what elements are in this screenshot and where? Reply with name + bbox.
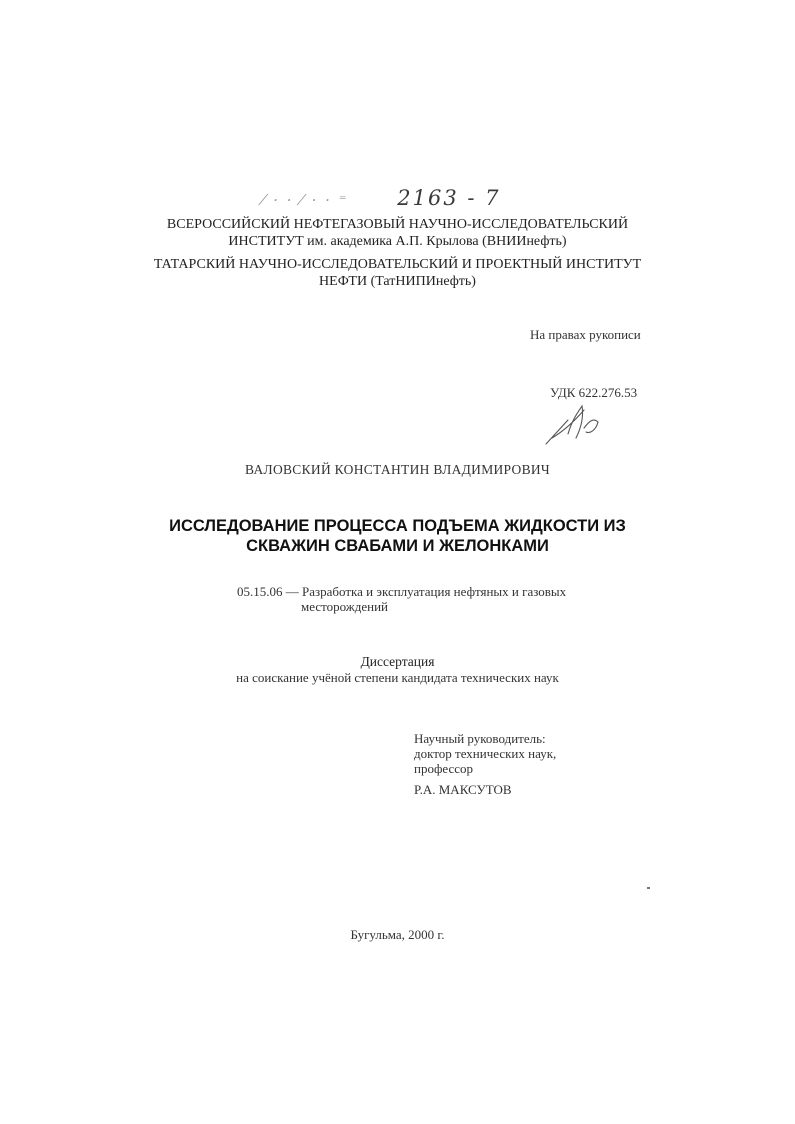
dissertation-title (0, 516, 795, 556)
city-year: Бугульма, 2000 г. (350, 927, 445, 942)
scientific-advisor (414, 731, 556, 776)
title-line: ИССЛЕДОВАНИЕ ПРОЦЕССА ПОДЪЕМА ЖИДКОСТИ ИЗ (169, 517, 626, 535)
archive-number: 2163 - 7 (397, 186, 501, 210)
organization-line: ВСЕРОССИЙСКИЙ НЕФТЕГАЗОВЫЙ НАУЧНО-ИССЛЕДОВАТЕЛЬСКИЙ (166, 217, 629, 232)
faint-scribble: ⁄ · · ⁄ · · ⁼ (262, 191, 349, 209)
specialty-line: 05.15.06 — Разработка и эксплуатация нефтяных и газовых (237, 584, 567, 599)
manuscript-rights: На правах рукописи (530, 327, 641, 342)
advisor-degree: доктор технических наук, (414, 746, 557, 761)
advisor-role: Научный руководитель: (414, 731, 546, 746)
organization-line: ТАТАРСКИЙ НАУЧНО-ИССЛЕДОВАТЕЛЬСКИЙ И ПРОЕКТНЫЙ ИНСТИТУТ (153, 257, 642, 272)
scan-speck (647, 887, 650, 889)
specialty-code (237, 584, 566, 614)
udk-code: УДК 622.276.53 (550, 385, 638, 400)
organization-tatnipi (0, 256, 795, 290)
degree-sought: на соискание учёной степени кандидата технических наук (236, 670, 559, 685)
advisor-name: Р.А. МАКСУТОВ (414, 782, 512, 797)
organization-line: ИНСТИТУТ им. академика А.П. Крылова (ВНИИнефть) (228, 234, 567, 249)
signature-mark (538, 398, 608, 450)
organization-line: НЕФТИ (ТатНИПИнефть) (319, 274, 476, 289)
author-name: ВАЛОВСКИЙ КОНСТАНТИН ВЛАДИМИРОВИЧ (244, 462, 550, 477)
specialty-line: месторождений (301, 599, 389, 614)
archive-number-handwritten (262, 186, 501, 210)
advisor-rank: профессор (414, 761, 474, 776)
work-type: Диссертация (360, 654, 435, 669)
title-line: СКВАЖИН СВАБАМИ И ЖЕЛОНКАМИ (246, 537, 549, 555)
organization-vnii (0, 216, 795, 250)
